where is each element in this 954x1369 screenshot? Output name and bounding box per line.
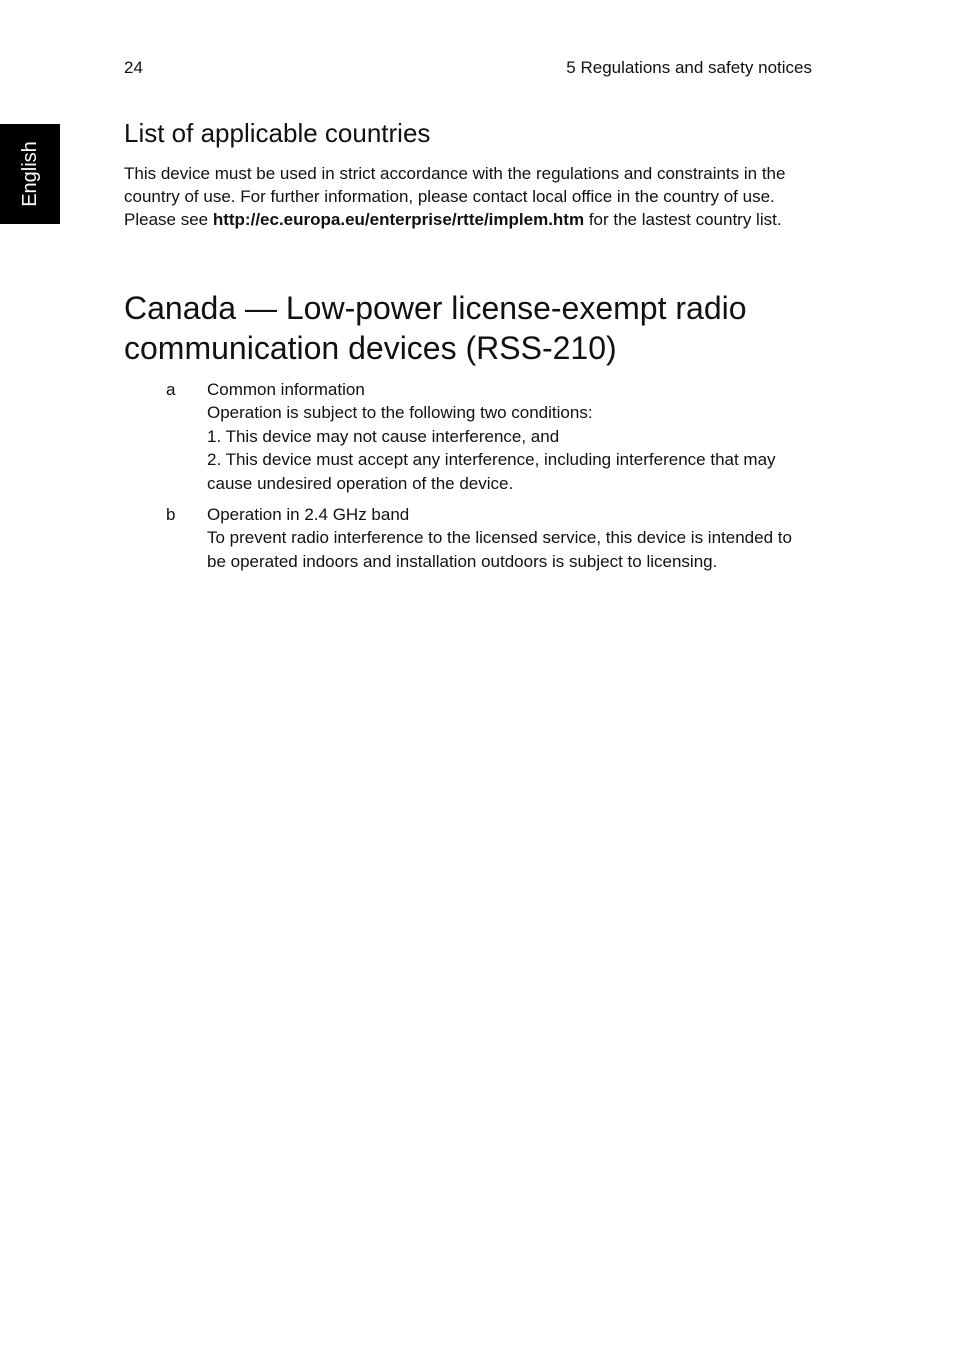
page-number: 24 (124, 58, 143, 77)
body-text-after-link: for the lastest country list. (584, 210, 782, 230)
language-tab (0, 124, 60, 224)
running-header: 5 Regulations and safety notices (566, 58, 812, 77)
list-item-line: Operation is subject to the following two conditions: (207, 403, 593, 423)
section-body-applicable-countries (124, 162, 814, 232)
section-title-applicable-countries: List of applicable countries (124, 118, 431, 148)
list-item (166, 503, 806, 599)
language-tab-label: English (19, 141, 41, 207)
list-item-line: To prevent radio interference to the licensed service, this device is intended to be operated indoors and installation outdoors is subject to licensing. (207, 528, 792, 571)
list-marker: b (166, 505, 176, 524)
list-item-line: 1. This device may not cause interference, and (207, 426, 560, 446)
list-item-content (207, 503, 807, 573)
list-item-content (207, 378, 807, 495)
list-marker: a (166, 380, 176, 399)
country-list-link: http://ec.europa.eu/enterprise/rtte/implem.htm (212, 210, 585, 230)
list-item-heading: Common information (207, 380, 365, 399)
body-text-before-link: This device must be used in strict accordance with the regulations and constraints in the country of use. For further information, please contact local office in the country of use. Please see (124, 164, 786, 230)
section-title-canada: Canada — Low-power license-exempt radio communication devices (RSS-210) (124, 290, 747, 366)
list-item-line: 2. This device must accept any interference, including interference that may cause undesired operation of the device. (207, 450, 776, 493)
list-item (166, 378, 806, 498)
list-item-heading: Operation in 2.4 GHz band (207, 505, 410, 524)
